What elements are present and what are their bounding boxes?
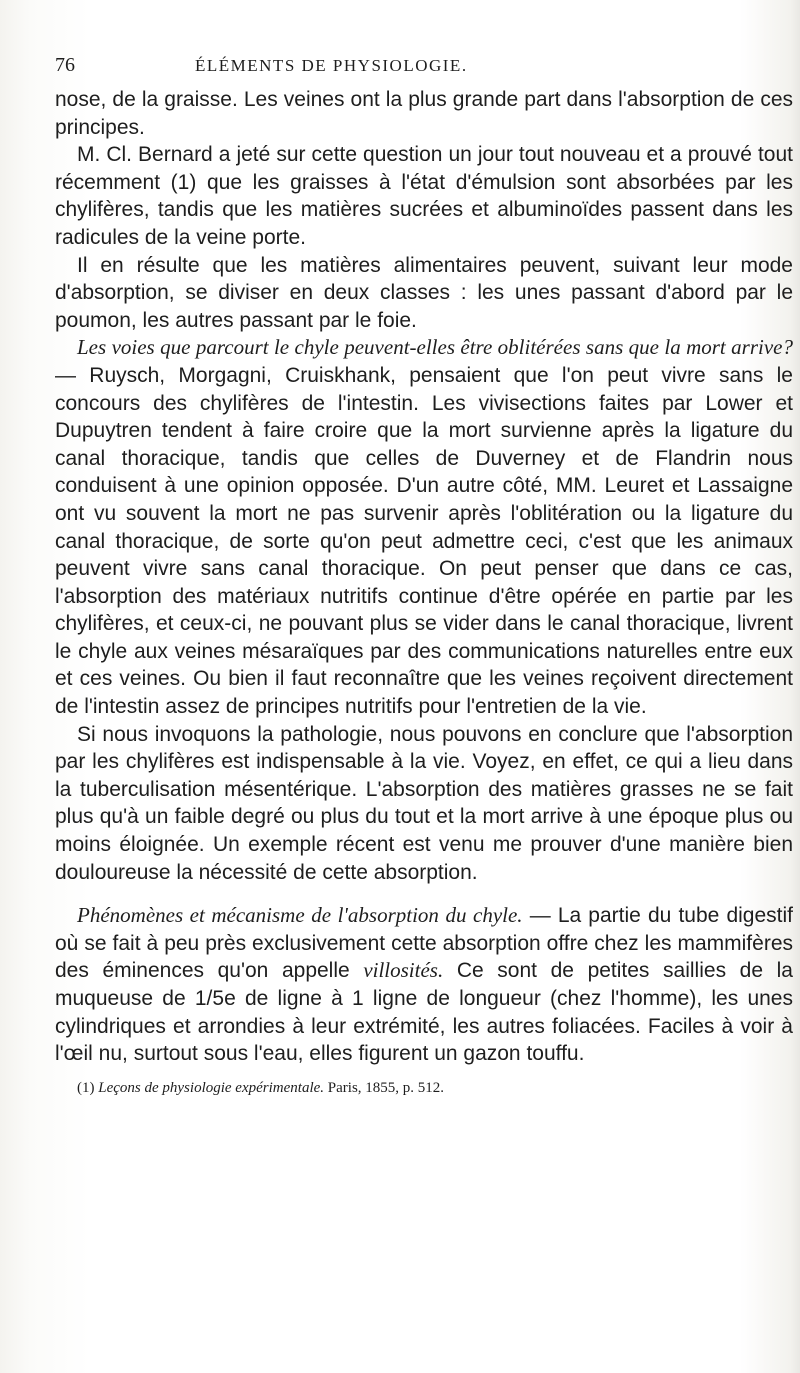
- paragraph-continued: nose, de la graisse. Les veines ont la plus grande part dans l'absorption de ces principes.: [55, 88, 793, 139]
- paragraph-absorption-mechanism: [55, 902, 793, 1068]
- term-villosites: villosités.: [363, 958, 444, 983]
- running-header: [55, 52, 793, 86]
- paragraph-classes: Il en résulte que les matières alimentaires peuvent, suivant leur mode d'absorption, se diviser en deux classes : les unes passant d'abord par le poumon, les autres passant par le foie.: [55, 253, 793, 332]
- running-title: ÉLÉMENTS DE PHYSIOLOGIE.: [195, 56, 468, 75]
- page-number: 76: [55, 54, 75, 76]
- footnote: [55, 1078, 793, 1098]
- section-heading-absorption: Phénomènes et mécanisme de l'absorption du chyle.: [77, 903, 523, 928]
- paragraph-absorption-text-c: Ce sont de petites saillies de la muqueuse de 1/5e de ligne à 1 ligne de longueur (chez l'homme), les unes cylindriques et arrondies à leur extrémité, les autres foliacées. Faciles à voir à l'œil nu, surtout sous l'eau, elles figurent un gazon touffu.: [55, 959, 793, 1066]
- paragraph-chyle-ways: [55, 334, 793, 720]
- paragraph-bernard: M. Cl. Bernard a jeté sur cette question un jour tout nouveau et a prouvé tout récemment (1) que les graisses à l'état d'émulsion sont absorbées par les chylifères, tandis que les matières sucrées et albuminoïdes passent dans les radicules de la veine porte.: [55, 143, 793, 249]
- footnote-reference: Paris, 1855, p. 512.: [324, 1079, 445, 1096]
- footnote-title: Leçons de physiologie expérimentale.: [98, 1079, 325, 1096]
- footnote-marker: (1): [77, 1079, 99, 1096]
- section-heading-chyle-ways: Les voies que parcourt le chyle peuvent-elles être oblitérées sans que la mort arrive?: [77, 335, 793, 360]
- paragraph-pathology: Si nous invoquons la pathologie, nous pouvons en conclure que l'absorption par les chylifères est indispensable à la vie. Voyez, en effet, ce qui a lieu dans la tuberculisation mésentérique. L'absorption des matières grasses ne se fait plus qu'à un faible degré ou plus du tout et la mort arrive à une époque plus ou moins éloignée. Un exemple récent est venu me prouver d'une manière bien douloureuse la nécessité de cette absorption.: [55, 722, 793, 884]
- paragraph-absorption-text-a: — La partie du tube digestif où se fait à peu près exclusivement cette absorption offre chez les mammifères des éminences qu'on appelle: [55, 904, 793, 983]
- page-text: [55, 52, 793, 1098]
- paragraph-chyle-ways-text: — Ruysch, Morgagni, Cruiskhank, pensaient que l'on peut vivre sans le concours des chylifères de l'intestin. Les vivisections faites par Lower et Dupuytren tendent à faire croire que la mort survienne après la ligature du canal thoracique, tandis que celles de Duverney et de Flandrin nous conduisent à une opinion opposée. D'un autre côté, MM. Leuret et Lassaigne ont vu souvent la mort ne pas survenir après l'oblitération ou la ligature du canal thoracique, de sorte qu'on peut admettre ceci, c'est que les animaux peuvent vivre sans canal thoracique. On peut penser que dans ce cas, l'absorption des matériaux nutritifs continue d'être opérée en partie par les chylifères, et ceux-ci, ne pouvant plus se vider dans le canal thoracique, livrent le chyle aux veines mésaraïques par des communications naturelles entre eux et ces veines. Ou bien il faut reconnaître que les veines reçoivent directement de l'intestin assez de principes nutritifs pour l'entretien de la vie.: [55, 363, 793, 719]
